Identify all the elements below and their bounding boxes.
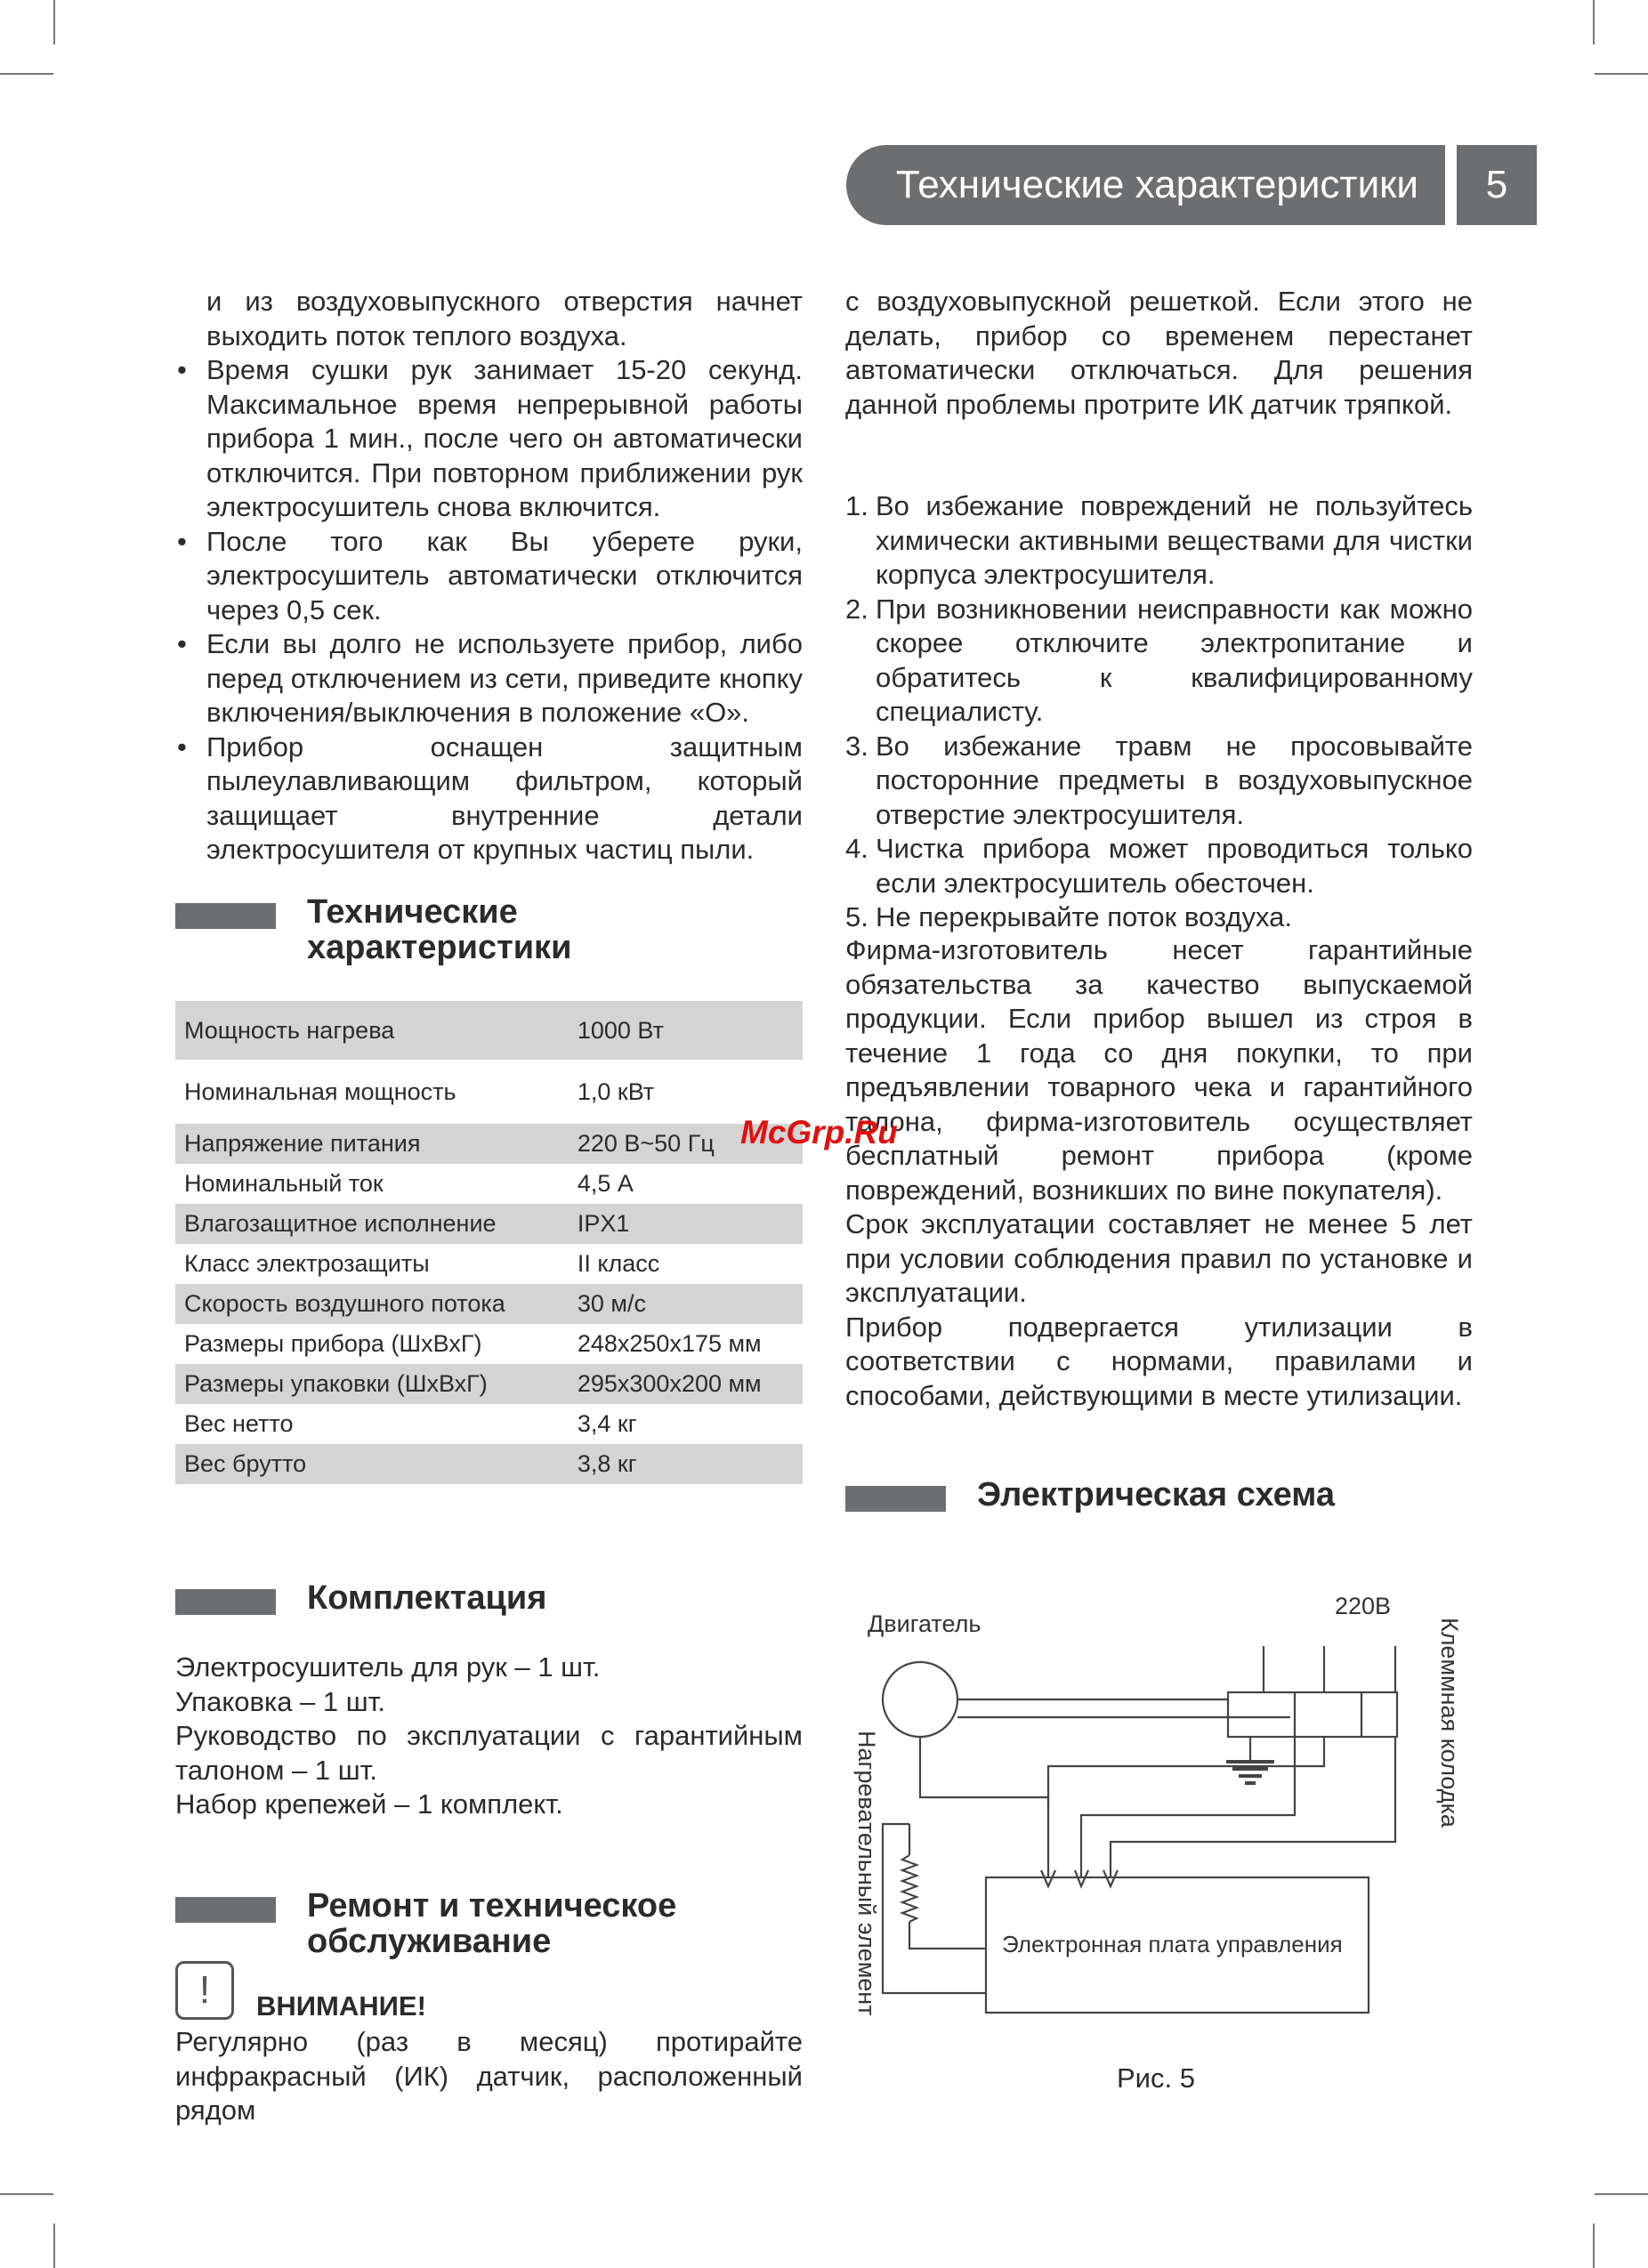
list-item [845,832,1473,900]
spec-label: Класс электрозащиты [184,1250,430,1277]
repair-heading [175,1888,803,1963]
board-label: Электронная плата управления [1002,1931,1343,1957]
motor-symbol [883,1662,957,1737]
table-row [175,1324,803,1364]
kit-heading [175,1580,803,1619]
specs-heading [175,894,803,974]
left-intro [175,285,803,868]
crop-mark [0,2193,53,2195]
table-row [175,1060,803,1124]
spec-value: IPX1 [569,1204,803,1244]
kit-title: Комплектация [307,1579,547,1617]
kit-item: Упаковка – 1 шт. [175,1685,385,1717]
wiring-diagram [828,1584,1504,2118]
section-bar [175,1897,276,1923]
list-text: Во избежание травм не просовывайте посторонние предметы в воздуховыпускное отверстие электросушителя. [876,730,1473,830]
crop-mark [1595,2193,1648,2195]
spec-value: 295х300х200 мм [569,1364,803,1404]
spec-value: II класс [577,1250,660,1277]
list-item [845,730,1473,833]
table-row [175,1124,803,1164]
table-row [175,1001,803,1060]
spec-value: 1,0 кВт [577,1078,655,1105]
repair-title-line2: обслуживание [307,1923,552,1960]
list-item [845,900,1473,935]
specs-title-line2: характеристики [307,929,572,966]
table-row [175,1244,803,1284]
heater-coil [902,1855,917,1922]
list-number: 1. [845,490,868,521]
spec-label: Номинальный ток [184,1170,384,1197]
figure-caption: Рис. 5 [1117,2062,1195,2094]
intro-continuation: и из воздуховыпускного отверстия начнет выходить поток теплого воздуха. [206,286,803,351]
terminal-block [1228,1692,1397,1737]
spec-label: Вес нетто [184,1410,294,1437]
intro-bullet: • После того как Вы уберете руки, электросушитель автоматически отключится через 0,5 сек. [175,525,803,628]
crop-mark [53,2224,55,2268]
section-bar [175,1589,276,1615]
table-row [175,1364,803,1404]
intro-bullet: • Прибор оснащен защитным пылеулавливающим фильтром, который защищает внутренние детали электросушителя от крупных частиц пыли. [175,730,803,868]
table-row [175,1404,803,1444]
specs-title-line1: Технические [307,893,518,931]
kit-item: Набор крепежей – 1 комплект. [175,1788,563,1820]
motor-label: Двигатель [868,1610,982,1637]
spec-value: 4,5 А [577,1170,634,1197]
crop-mark [0,73,53,75]
list-number: 3. [845,730,868,762]
section-bar [845,1486,946,1512]
crop-mark [53,0,55,44]
spec-label: Скорость воздушного потока [175,1284,569,1324]
warning-icon: ! [175,1961,234,2020]
spec-label: Влагозащитное исполнение [175,1204,569,1244]
list-item [845,593,1473,730]
spec-value: 30 м/с [569,1284,803,1324]
list-number: 5. [845,901,868,932]
schema-heading [845,1477,1473,1516]
warning-label: ВНИМАНИЕ! [256,1990,426,2022]
list-text: Чистка прибора может проводиться только если электросушитель обесточен. [876,833,1473,899]
section-bar [175,903,276,929]
warranty-text [845,933,1473,1413]
kit-item: Электросушитель для рук – 1 шт. [175,1651,601,1683]
heater-label: Нагревательный элемент [853,1731,880,2016]
list-item [845,489,1473,593]
spec-label: Мощность нагрева [175,1001,569,1060]
table-row [175,1164,803,1204]
kit-list [175,1651,803,1822]
spec-label: Размеры упаковки (ШхВхГ) [175,1364,569,1404]
warning-text: Регулярно (раз в месяц) протирайте инфракрасный (ИК) датчик, расположенный рядом [175,2026,803,2126]
list-text: Не перекрывайте поток воздуха. [876,901,1292,932]
header-title: Технические характеристики [895,163,1418,206]
watermark: McGrp.Ru [740,1114,898,1150]
spec-value: 1000 Вт [569,1001,803,1060]
spec-label: Напряжение питания [175,1124,569,1164]
spec-value: 248х250х175 мм [577,1330,762,1357]
right-intro: с воздуховыпускной решеткой. Если этого не делать, прибор со временем перестанет автоматически отключаться. Для решения данной проблемы протрите ИК датчик тряпкой. [845,286,1473,420]
page-number: 5 [1457,145,1537,225]
list-number: 4. [845,833,868,864]
rules-list [845,489,1473,935]
spec-label: Размеры прибора (ШхВхГ) [184,1330,482,1357]
specs-table [175,1001,803,1484]
kit-item: Руководство по эксплуатации с гарантийным талоном – 1 шт. [175,1720,803,1786]
table-row [175,1204,803,1244]
table-row [175,1284,803,1324]
warranty-paragraph: Фирма-изготовитель несет гарантийные обязательства за качество выпускаемой продукции. Если прибор вышел из строя в течение 1 года со дня покупки, то при предъявлении товарного чека и гарантийного талона, фирма-изготовитель осуществляет бесплатный ремонт прибора (кроме повреждений, возникших по вине покупателя). [845,934,1473,1206]
list-text: При возникновении неисправности как можно скорее отключите электропитание и обратитесь к квалифицированному специалисту. [876,593,1473,727]
table-row [175,1444,803,1484]
spec-value: 220 В~50 Гц [569,1124,803,1164]
repair-title-line1: Ремонт и техническое [307,1887,677,1925]
intro-bullet: • Время сушки рук занимает 15-20 секунд. Максимальное время непрерывной работы прибора 1 мин., после чего он автоматически отключится. При повторном приближении рук электросушитель снова включится. [175,353,803,525]
crop-mark [1593,2224,1595,2268]
terminal-label: Клеммная колодка [1436,1618,1463,1828]
warranty-paragraph: Прибор подвергается утилизации в соответствии с нормами, правилами и способами, действующими в месте утилизации. [845,1311,1473,1411]
warranty-paragraph: Срок эксплуатации составляет не менее 5 лет при условии соблюдения правил по установке и эксплуатации. [845,1208,1473,1308]
spec-label: Вес брутто [175,1444,569,1484]
voltage-label: 220В [1335,1593,1392,1619]
header-title-bar [846,145,1445,225]
spec-value: 3,4 кг [577,1410,637,1437]
list-text: Во избежание повреждений не пользуйтесь химически активными веществами для чистки корпуса электросушителя. [876,490,1473,590]
crop-mark [1595,73,1648,75]
intro-bullet: • Если вы долго не используете прибор, либо перед отключением из сети, приведите кнопку включения/выключения в положение «O». [175,627,803,730]
crop-mark [1593,0,1595,44]
schema-title: Электрическая схема [977,1476,1335,1513]
list-number: 2. [845,593,868,625]
spec-value: 3,8 кг [569,1444,803,1484]
spec-label: Номинальная мощность [184,1078,456,1105]
